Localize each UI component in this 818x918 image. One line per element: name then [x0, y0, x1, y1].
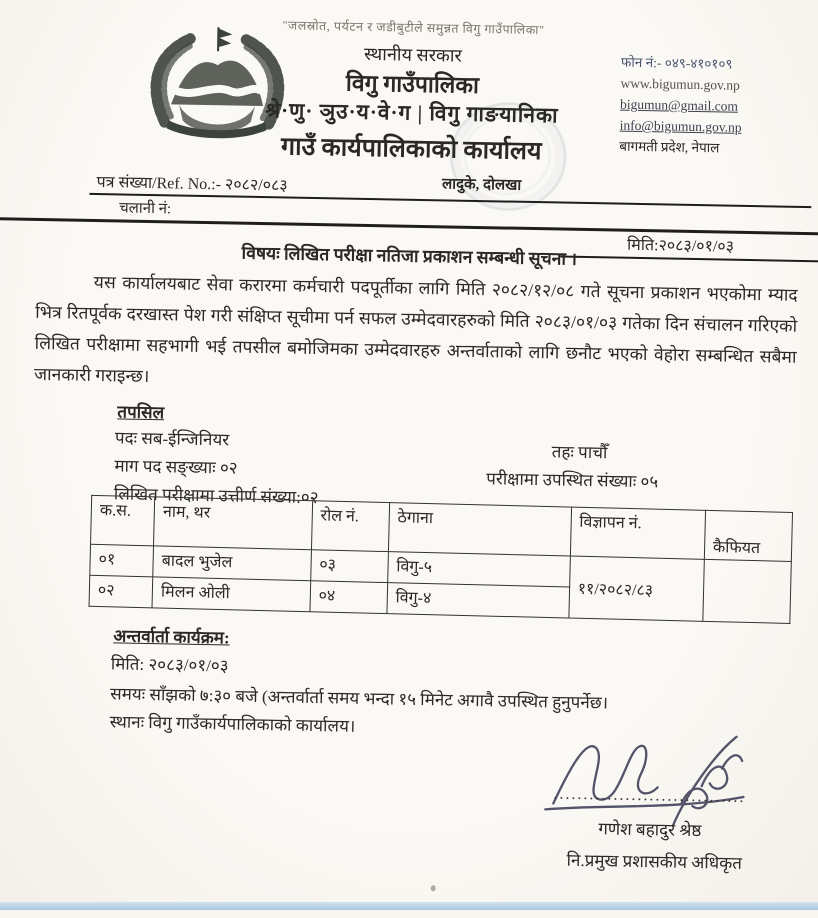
ink-smudge [431, 885, 436, 891]
local-government-label: स्थानीय सरकार [4, 35, 818, 74]
contact-block [619, 53, 806, 161]
cell-roll: ०४ [310, 581, 388, 614]
interview-venue: स्थानः विगु गाउँकार्यपालिकाको कार्यालय। [110, 709, 356, 736]
phone-number: फोन नं:- ०४९-४१०१०९ [621, 53, 806, 76]
results-table-wrap [89, 495, 794, 624]
tapasil-heading: तपसिल [117, 399, 164, 423]
interview-heading: अन्तर्वार्ता कार्यक्रम: [113, 623, 230, 648]
col-address: ठेगाना [388, 503, 571, 556]
municipality-name-secondary-script: श्रे·णु· ञुउ·य·वे·ग | विगु गाङयानिका [3, 91, 818, 134]
cell-sn: ०२ [89, 575, 153, 608]
municipality-name: विगु गाउँपालिका [3, 59, 818, 106]
col-name: नाम, थर [154, 497, 313, 550]
cell-roll: ०३ [310, 550, 388, 583]
interview-time: समयः साँझको ७:३० बजे (अन्तर्वार्ता समय भन्दा १५ मिनेट अगावै उपस्थित हुनुपर्नेछ। [110, 681, 608, 713]
col-advertisement: विज्ञापन नं. [570, 507, 705, 559]
passed-count: लिखित परीक्षामा उत्तीर्ण संख्या:०२ [114, 481, 319, 508]
website-text: www.bigumun.gov.np [620, 74, 805, 97]
cell-remarks [703, 559, 792, 623]
cell-address: विगु-४ [387, 583, 570, 618]
cell-name: बादल भुजेल [153, 546, 311, 581]
interview-date: मिति: २०८३/०१/०३ [111, 651, 229, 676]
signature-dots: ................................ [553, 785, 745, 807]
present-count: परीक्षामा उपस्थित संख्याः ०५ [486, 466, 658, 492]
province-label: बागमती प्रदेश, नेपाल [619, 137, 804, 160]
signatory-title: नि.प्रमुख प्रशासकीय अधिकृत [519, 847, 789, 875]
subject-line: विषयः लिखित परीक्षा नतिजा प्रकाशन सम्बन्धी सूचना । [0, 236, 818, 275]
cell-sn: ०१ [90, 544, 154, 577]
email-secondary: info@bigumun.gov.np [620, 116, 805, 139]
bottom-scan-edge [0, 902, 818, 910]
office-address: लादुके, दोलखा [371, 172, 591, 196]
chalani-number-label: चलानी नं: [119, 197, 171, 218]
col-roll: रोल नं. [311, 501, 389, 552]
signatory-name: गणेश बहादुर श्रेष्ठ [530, 815, 770, 842]
cell-address: विगु-५ [387, 552, 570, 587]
results-table [89, 495, 794, 624]
demand-count: माग पद सङ्ख्याः ०२ [114, 453, 238, 478]
body-paragraph: यस कार्यालयबाट सेवा करारमा कर्मचारी पदपूर्तीका लागि मिति २०८२/१२/०८ गते सूचना प्रकाशन भएकोमा म्याद भित्र रितपूर्वक दरखास्त पेश गरी संक्षिप्त सूचीमा पर्न सफल उम्मेदवारहरुको मिति २०८३/०१/०३ गतेका दिन संचालन गरिएको लिखित परीक्षामा सहभागी भई तपसील बमोजिमका उम्मेदवारहरु अन्तर्वाताको लागि छनौट भएको वेहोरा सम्बन्धित सबैमा जानकारी गराइन्छ। [34, 266, 798, 404]
rule-full-width [0, 217, 818, 235]
ref-number-line: पत्र संख्या/Ref. No.:- २०८२/०८३ [96, 170, 287, 195]
email-primary: bigumun@gmail.com [620, 95, 805, 118]
col-sn: क.स. [91, 495, 155, 546]
post-label: पदः सब-ईन्जिनियर [115, 425, 230, 450]
rule-under-ref [89, 193, 811, 208]
level-label: तहः पाचौँ [552, 439, 608, 463]
col-remarks: कैफियत [704, 510, 792, 561]
letter-date: मिति:२०८३/०१/०३ [565, 232, 795, 258]
office-name: गाउँ कार्यपालिकाको कार्यालय [2, 123, 818, 172]
cell-name: मिलन ओली [152, 577, 310, 612]
cell-advertisement-no: ११/२०८२/८३ [568, 556, 704, 621]
page-tagline: "जलस्रोत, पर्यटन र जडीबुटीले समुन्नत विगु गाउँपालिका" [4, 11, 818, 43]
